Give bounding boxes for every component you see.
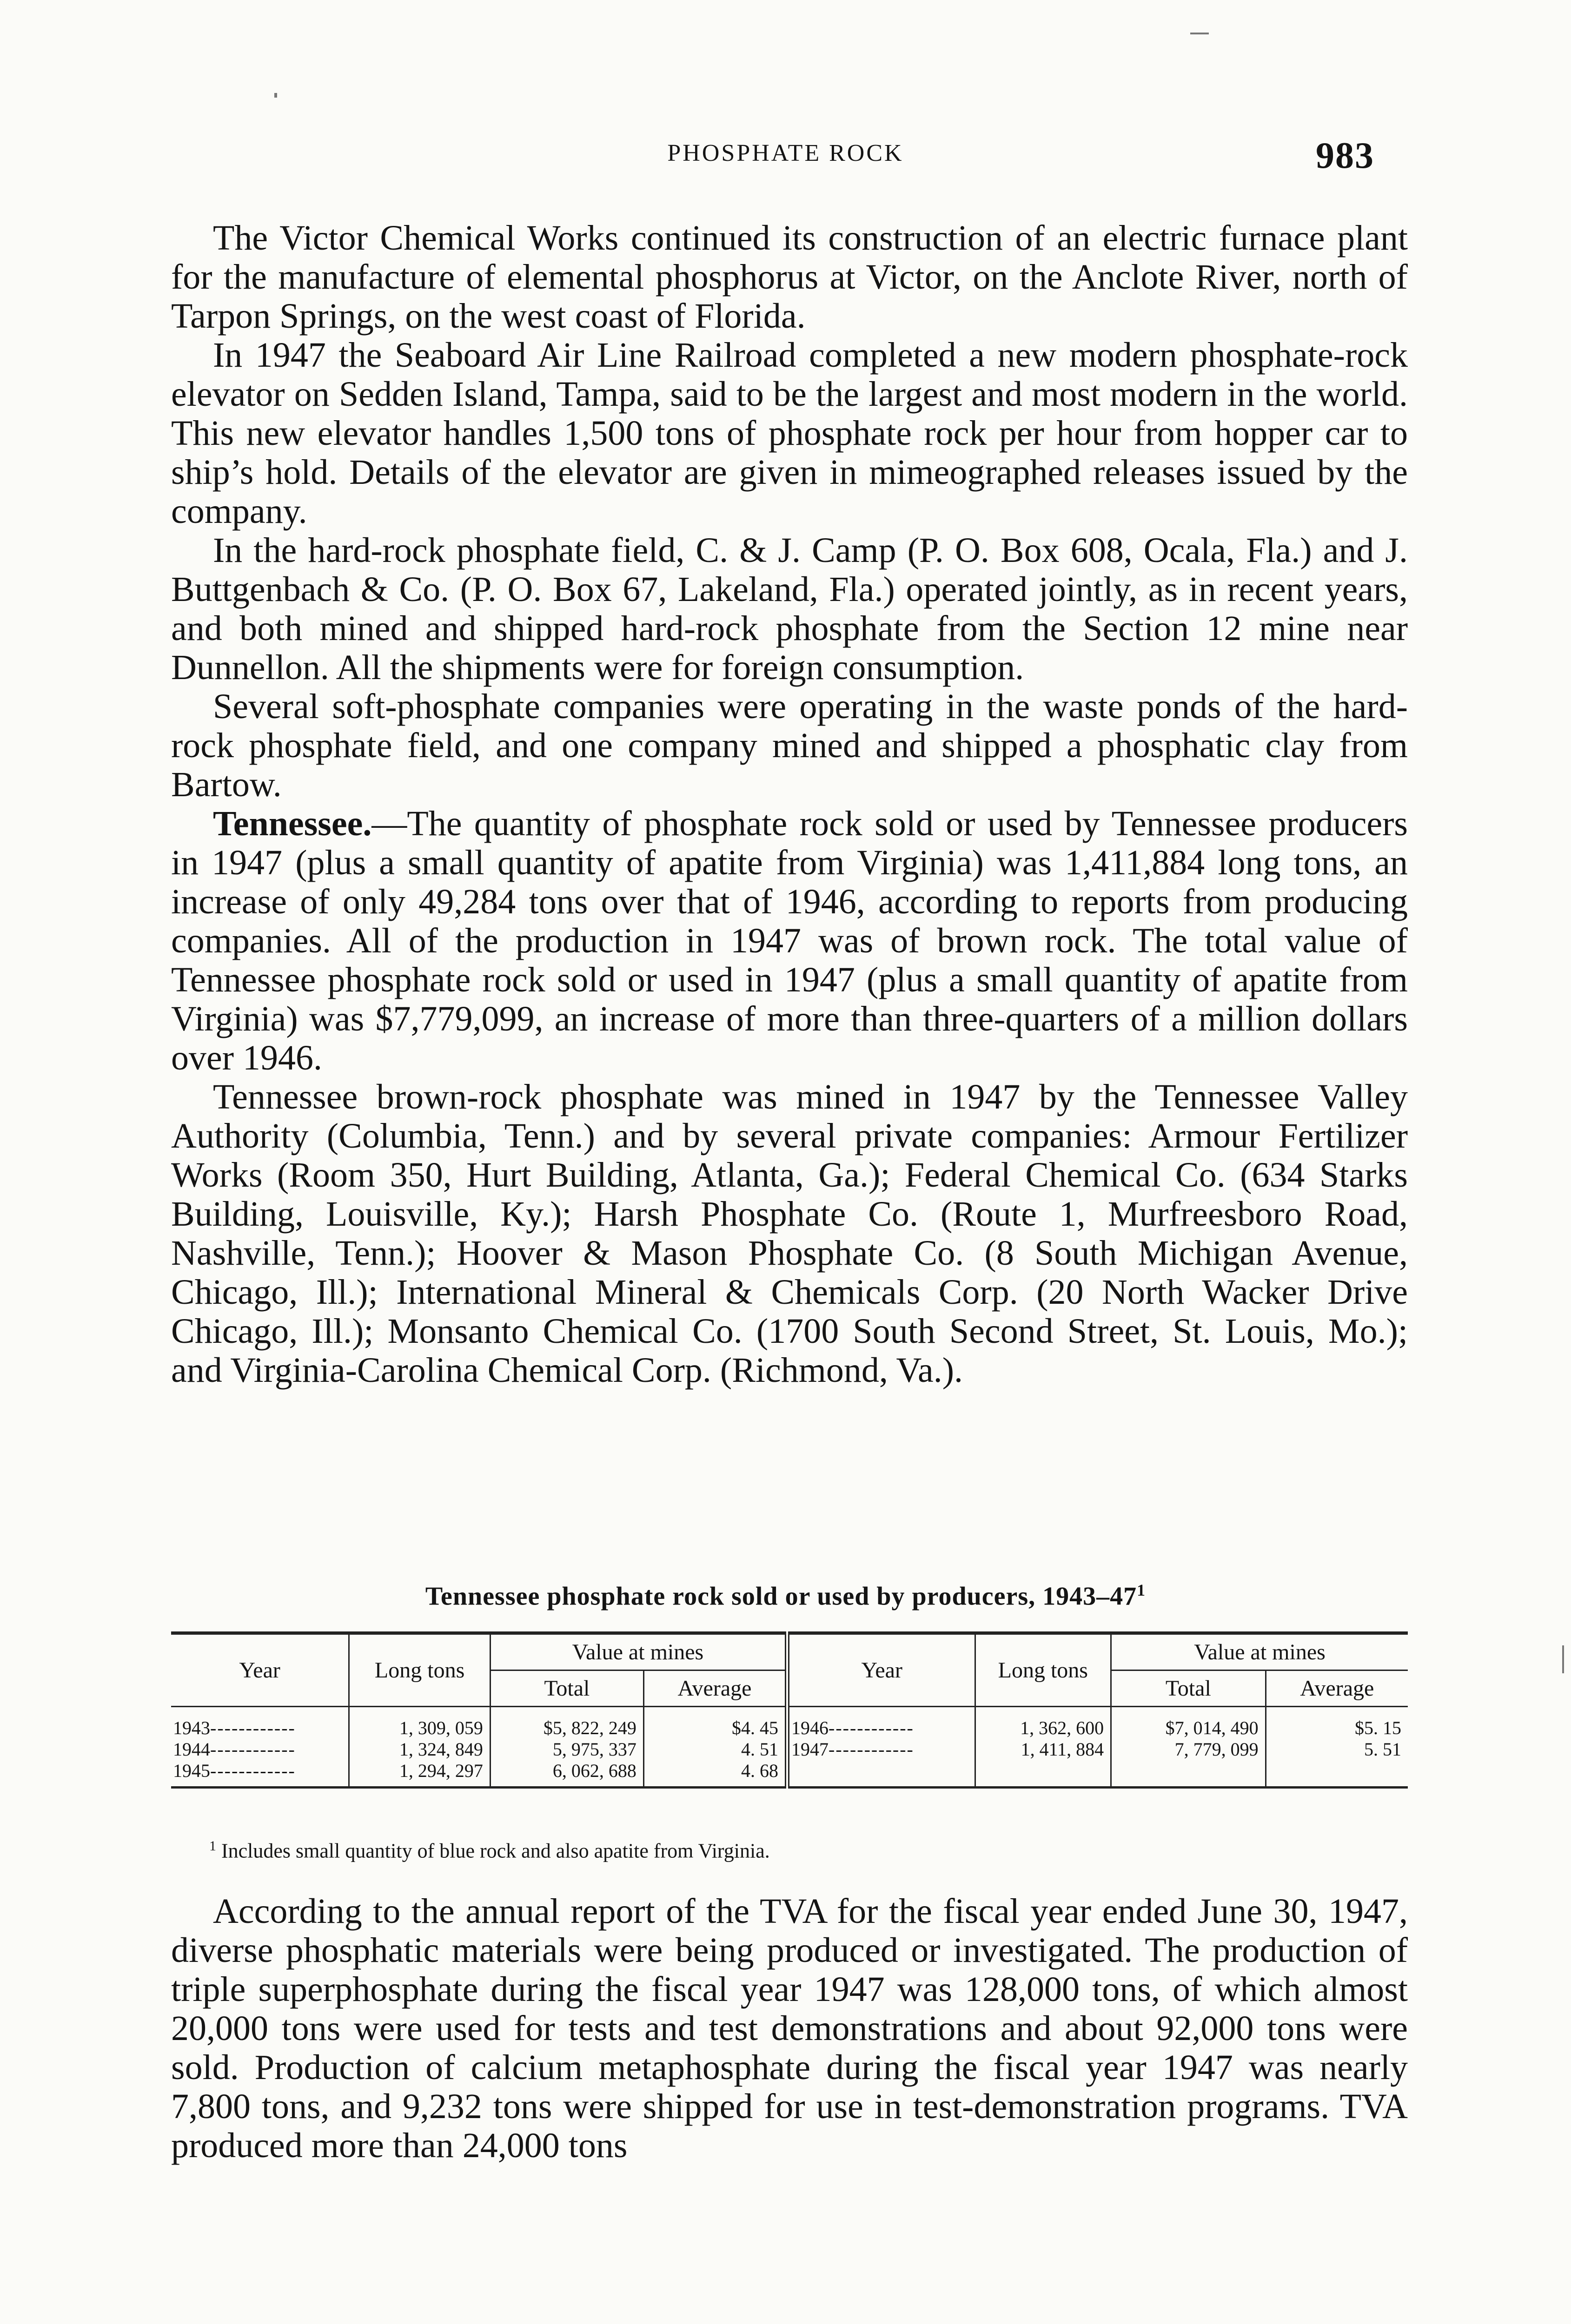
header-value-at-mines: Value at mines [490, 1633, 785, 1670]
header-total: Total [490, 1670, 643, 1707]
total-cell: 5, 975, 337 [490, 1739, 643, 1760]
table-row [789, 1739, 1408, 1760]
total-cell: 7, 779, 099 [1111, 1739, 1266, 1760]
footnote-text: Includes small quantity of blue rock and also apatite from Virginia. [221, 1839, 770, 1862]
scan-speck [1190, 33, 1209, 34]
total-cell: $7, 014, 490 [1111, 1707, 1266, 1739]
upper-text-column [171, 218, 1408, 1390]
table-row [171, 1707, 785, 1739]
footnote-mark: 1 [209, 1838, 216, 1854]
year-cell: 1945------------ [171, 1760, 349, 1788]
table-row [789, 1707, 1408, 1739]
total-cell: $5, 822, 249 [490, 1707, 643, 1739]
paragraph-soft-phosphate: Several soft-phosphate companies were operating in the waste ponds of the hard-rock phosphate field, and one company mined and shipped a phosphatic clay from Bartow. [171, 687, 1408, 804]
header-long-tons: Long tons [349, 1633, 491, 1707]
tons-cell: 1, 362, 600 [975, 1707, 1111, 1739]
paragraph-tennessee [171, 804, 1408, 1077]
paragraph-brown-rock: Tennessee brown-rock phosphate was mined in 1947 by the Tennessee Valley Authority (Columbia, Tenn.) and by several private companies: Armour Fertilizer Works (Room 350, Hurt Building, Atlanta, Ga.); Federal Chemical Co. (634 Starks Building, Louisville, Ky.); Harsh Phosphate Co. (Route 1, Murfreesboro Road, Nashville, Tenn.); Hoover & Mason Phosphate Co. (8 South Michigan Avenue, Chicago, Ill.); International Mineral & Chemicals Corp. (20 North Wacker Drive Chicago, Ill.); Monsanto Chemical Co. (1700 South Second Street, St. Louis, Mo.); and Virginia-Carolina Chemical Corp. (Richmond, Va.). [171, 1077, 1408, 1390]
header-year: Year [171, 1633, 349, 1707]
year-cell: 1944------------ [171, 1739, 349, 1760]
header-year: Year [789, 1633, 975, 1707]
table-row-empty [789, 1760, 1408, 1788]
average-cell: 4. 51 [741, 1739, 778, 1760]
tons-cell: 1, 309, 059 [349, 1707, 491, 1739]
average-cell: 5. 51 [1364, 1739, 1401, 1760]
header-average: Average [1266, 1670, 1408, 1707]
tennessee-heading: Tennessee. [213, 804, 372, 843]
table-row [171, 1760, 785, 1788]
tons-cell: 1, 294, 297 [349, 1760, 491, 1788]
average-cell: $5. 15 [1355, 1717, 1401, 1738]
paragraph-seaboard: In 1947 the Seaboard Air Line Railroad completed a new modern phosphate-rock elevator on Sedden Island, Tampa, said to be the largest and most modern in the world. This new elevator handles 1,500 tons of phosphate rock per hour from hopper car to ship’s hold. Details of the elevator are given in mimeographed releases issued by the company. [171, 336, 1408, 531]
table-right-half [789, 1631, 1408, 1789]
lower-text-column [171, 1892, 1408, 2165]
paragraph-victor: The Victor Chemical Works continued its construction of an electric furnace plant for the manufacture of elemental phosphorus at Victor, on the Anclote River, north of Tarpon Springs, on the west coast of Florida. [171, 218, 1408, 336]
running-head: PHOSPHATE ROCK [667, 140, 904, 166]
table-footnote [209, 1838, 770, 1863]
header-average: Average [643, 1670, 785, 1707]
total-cell: 6, 062, 688 [490, 1760, 643, 1788]
table-title [0, 1580, 1571, 1611]
year-cell: 1946------------ [789, 1707, 975, 1739]
tons-cell: 1, 324, 849 [349, 1739, 491, 1760]
average-cell: 4. 68 [741, 1760, 778, 1781]
page-number: 983 [1316, 135, 1374, 176]
header-total: Total [1111, 1670, 1266, 1707]
average-cell: $4. 45 [732, 1717, 778, 1738]
tons-cell: 1, 411, 884 [975, 1739, 1111, 1760]
table-row [171, 1739, 785, 1760]
tennessee-text: —The quantity of phosphate rock sold or used by Tennessee producers in 1947 (plus a small quantity of apatite from Virginia) was 1,411,884 long tons, an increase of only 49,284 tons over that of 1946, according to reports from producing companies. All of the production in 1947 was of brown rock. The total value of Tennessee phosphate rock sold or used in 1947 (plus a small quantity of apatite from Virginia) was $7,779,099, an increase of more than three-quarters of a million dollars over 1946. [171, 804, 1408, 1077]
table-title-text: Tennessee phosphate rock sold or used by producers, 1943–47 [425, 1582, 1137, 1611]
year-cell: 1943------------ [171, 1707, 349, 1739]
production-table [171, 1631, 1408, 1789]
year-cell: 1947------------ [789, 1739, 975, 1760]
scan-speck [1562, 1645, 1564, 1673]
paragraph-hard-rock: In the hard-rock phosphate field, C. & J. Camp (P. O. Box 608, Ocala, Fla.) and J. Buttgenbach & Co. (P. O. Box 67, Lakeland, Fla.) operated jointly, as in recent years, and both mined and shipped hard-rock phosphate from the Section 12 mine near Dunnellon. All the shipments were for foreign consumption. [171, 531, 1408, 687]
header-value-at-mines: Value at mines [1111, 1633, 1408, 1670]
paragraph-tva: According to the annual report of the TVA for the fiscal year ended June 30, 1947, diverse phosphatic materials were being produced or investigated. The production of triple superphosphate during the fiscal year 1947 was 128,000 tons, of which almost 20,000 tons were used for tests and test demonstrations and about 92,000 tons were sold. Production of calcium metaphosphate during the fiscal year 1947 was nearly 7,800 tons, and 9,232 tons were shipped for use in test-demonstration programs. TVA produced more than 24,000 tons [171, 1892, 1408, 2165]
scan-speck [274, 93, 277, 98]
table-left-half [171, 1631, 789, 1789]
table-title-footnote-ref: 1 [1137, 1581, 1146, 1599]
header-long-tons: Long tons [975, 1633, 1111, 1707]
